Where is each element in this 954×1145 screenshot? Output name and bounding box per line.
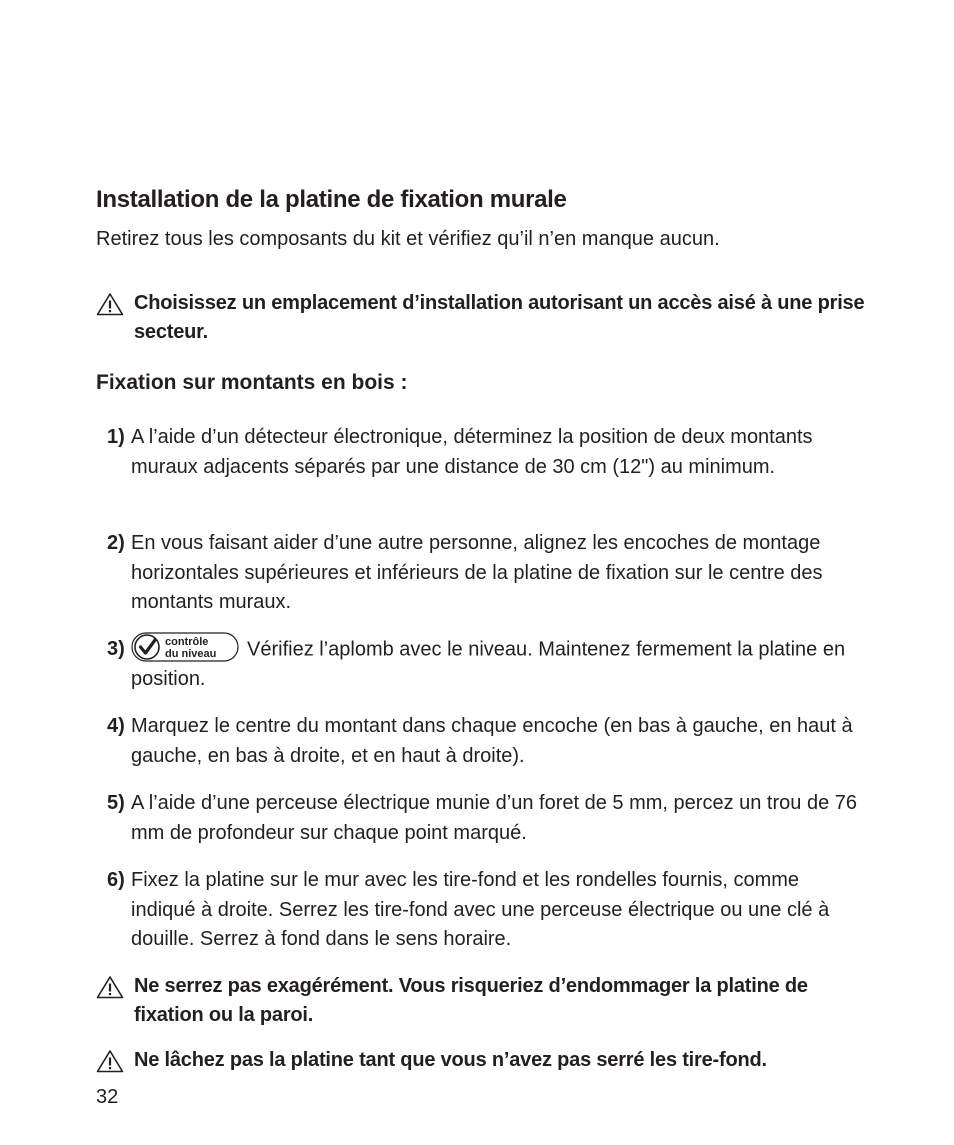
list-item-step-4 — [107, 712, 867, 771]
warning-text: Choisissez un emplacement d’installation autorisant un accès aisé à une prise secteur. — [134, 292, 865, 343]
step-text: A l’aide d’un détecteur électronique, déterminez la position de deux montants muraux adjacents séparés par une distance de 30 cm (12") au minimum. — [131, 426, 813, 478]
warning-notice-hold — [96, 1046, 876, 1075]
list-item-step-1 — [107, 423, 867, 482]
warning-text: Ne lâchez pas la platine tant que vous n’avez pas serré les tire-fond. — [134, 1049, 767, 1071]
badge-label-line2: du niveau — [165, 648, 217, 660]
list-item-step-3 — [107, 635, 867, 695]
warning-triangle-icon — [96, 292, 124, 316]
section-subheading: Fixation sur montants en bois : — [96, 371, 408, 394]
step-number: 3) — [107, 638, 125, 660]
page-title: Installation de la platine de fixation murale — [96, 186, 567, 213]
warning-notice-overtighten — [96, 972, 866, 1030]
step-number: 2) — [107, 532, 125, 554]
badge-label-line1: contrôle — [165, 636, 209, 648]
step-number: 4) — [107, 715, 125, 737]
list-item-step-2 — [107, 529, 867, 618]
warning-triangle-icon — [96, 975, 124, 999]
warning-text: Ne serrez pas exagérément. Vous risqueriez d’endommager la platine de fixation ou la paroi. — [134, 975, 808, 1026]
level-check-badge — [131, 632, 239, 662]
warning-triangle-icon — [96, 1049, 124, 1073]
list-item-step-6 — [107, 866, 867, 955]
checkmark-icon — [135, 635, 159, 659]
step-number: 5) — [107, 792, 125, 814]
step-number: 6) — [107, 869, 125, 891]
warning-notice-outlet — [96, 289, 866, 347]
step-number: 1) — [107, 426, 125, 448]
step-text: Fixez la platine sur le mur avec les tire-fond et les rondelles fournis, comme indiqué à droite. Serrez les tire-fond avec une perceuse électrique ou une clé à douille. Serrez à fond dans le sens horaire. — [131, 869, 830, 950]
step-text: En vous faisant aider d’une autre personne, alignez les encoches de montage horizontales supérieures et inférieurs de la platine de fixation sur le centre des montants muraux. — [131, 532, 823, 613]
intro-text: Retirez tous les composants du kit et vérifiez qu’il n’en manque aucun. — [96, 228, 720, 250]
list-item-step-5 — [107, 789, 867, 848]
step-text: Marquez le centre du montant dans chaque encoche (en bas à gauche, en haut à gauche, en bas à droite, et en haut à droite). — [131, 715, 853, 767]
page-number: 32 — [96, 1086, 119, 1108]
step-text: A l’aide d’une perceuse électrique munie d’un foret de 5 mm, percez un trou de 76 mm de profondeur sur chaque point marqué. — [131, 792, 857, 844]
step-text: Vérifiez l’aplomb avec le niveau. Maintenez fermement la platine en position. — [131, 638, 846, 690]
